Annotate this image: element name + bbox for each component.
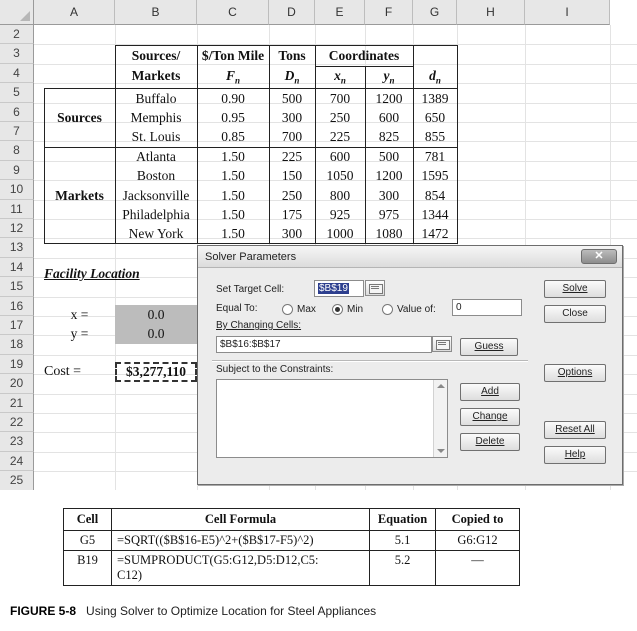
collapse-dialog-icon-2[interactable]	[432, 336, 452, 352]
cost-per-ton-mile-cell[interactable]: 0.90	[221, 90, 245, 106]
select-all-corner[interactable]	[0, 0, 34, 25]
distance-cell[interactable]: 1344	[421, 206, 449, 222]
location-name-cell[interactable]: Philadelphia	[122, 206, 190, 222]
row-header-3[interactable]: 3	[0, 44, 34, 63]
close-button[interactable]	[544, 305, 606, 323]
y-coordinate-cell[interactable]: 1200	[375, 90, 403, 106]
cost-per-ton-mile-cell[interactable]: 0.85	[221, 129, 245, 145]
divider	[212, 360, 528, 361]
header-y-symbol: y	[383, 68, 390, 83]
reset-all-button[interactable]	[544, 421, 606, 439]
column-header-g[interactable]: G	[413, 0, 457, 25]
column-header-h[interactable]: H	[457, 0, 525, 25]
header-y[interactable]	[365, 66, 413, 91]
row-formula-line-2: C12)	[117, 568, 142, 582]
min-radio[interactable]	[332, 304, 343, 315]
row-header-5[interactable]: 5	[0, 83, 34, 102]
column-header-a[interactable]: A	[34, 0, 115, 25]
solve-button[interactable]	[544, 280, 606, 298]
row-header-11[interactable]: 11	[0, 200, 34, 219]
row-header-20[interactable]: 20	[0, 374, 34, 393]
cost-per-ton-mile-cell[interactable]: 1.50	[221, 187, 245, 203]
row-header-23[interactable]: 23	[0, 432, 34, 451]
options-button-label: Options	[557, 367, 593, 378]
y-coordinate-cell[interactable]: 1080	[375, 226, 403, 242]
tons-cell[interactable]: 300	[281, 226, 303, 242]
tons-cell[interactable]: 150	[281, 168, 303, 184]
distance-cell[interactable]: 650	[424, 109, 446, 125]
value-of-radio[interactable]	[382, 304, 393, 315]
tons-cell[interactable]: 175	[281, 206, 303, 222]
location-name-cell[interactable]: Memphis	[130, 109, 182, 125]
target-cell-input[interactable]	[314, 280, 364, 297]
col-header-copied-to: Copied to	[436, 509, 520, 531]
table-row	[64, 531, 520, 551]
row-header-12[interactable]: 12	[0, 219, 34, 238]
distance-cell[interactable]: 855	[424, 129, 446, 145]
max-radio[interactable]	[282, 304, 293, 315]
figure-caption	[10, 604, 376, 618]
close-button-label: Close	[562, 308, 588, 319]
row-header-13[interactable]: 13	[0, 238, 34, 257]
header-x-subscript: n	[340, 75, 346, 86]
tons-cell[interactable]: 300	[281, 109, 303, 125]
cost-per-ton-mile-cell[interactable]: 1.50	[221, 148, 245, 164]
x-coordinate-cell[interactable]: 700	[329, 90, 351, 106]
row-header-8[interactable]: 8	[0, 141, 34, 160]
row-formula	[112, 551, 370, 586]
row-header-25[interactable]: 25	[0, 471, 34, 490]
sources-group-label[interactable]: Sources	[57, 110, 102, 125]
header-sources-markets-2[interactable]: Markets	[131, 68, 181, 83]
table-border	[457, 45, 458, 244]
cost-per-ton-mile-cell[interactable]: 1.50	[221, 168, 245, 184]
row-header-9[interactable]: 9	[0, 161, 34, 180]
x-value-cell[interactable]: 0.0	[147, 307, 165, 322]
location-name-cell[interactable]: Buffalo	[135, 90, 177, 106]
x-coordinate-cell[interactable]: 800	[329, 187, 351, 203]
tons-cell[interactable]: 250	[281, 187, 303, 203]
header-tons-symbol: D	[284, 68, 295, 83]
header-cost-symbol: F	[225, 68, 235, 83]
change-button-label: Change	[472, 411, 508, 422]
header-d-symbol: d	[429, 68, 436, 83]
header-cost-1[interactable]: $/Ton Mile	[201, 48, 265, 63]
set-target-cell-label: Set Target Cell:	[216, 284, 285, 295]
row-header-2[interactable]: 2	[0, 25, 34, 44]
scroll-down-icon[interactable]	[437, 449, 445, 453]
change-button[interactable]	[460, 408, 520, 426]
row-header-14[interactable]: 14	[0, 258, 34, 277]
cost-per-ton-mile-cell[interactable]: 0.95	[221, 109, 245, 125]
col-header-equation: Equation	[370, 509, 436, 531]
header-x-symbol: x	[334, 68, 341, 83]
row-equation: 5.1	[370, 531, 436, 551]
header-coordinates[interactable]: Coordinates	[328, 48, 400, 63]
row-header-21[interactable]: 21	[0, 394, 34, 413]
row-header-10[interactable]: 10	[0, 180, 34, 199]
row-header-4[interactable]: 4	[0, 64, 34, 83]
location-name-cell[interactable]: Atlanta	[136, 148, 176, 164]
guess-button[interactable]	[460, 338, 518, 356]
max-label: Max	[297, 304, 316, 315]
tons-cell[interactable]: 700	[281, 129, 303, 145]
x-coordinate-cell[interactable]: 225	[329, 129, 351, 145]
location-name-cell[interactable]: Boston	[136, 168, 176, 184]
row-header-17[interactable]: 17	[0, 316, 34, 335]
location-name-cell[interactable]: Jacksonville	[122, 187, 190, 203]
row-formula-line-1: =SUMPRODUCT(G5:G12,D5:D12,C5:	[117, 553, 319, 567]
tons-cell[interactable]: 500	[281, 90, 303, 106]
guess-button-label: Guess	[474, 341, 504, 352]
cost-label[interactable]: Cost =	[44, 364, 82, 379]
row-header-24[interactable]: 24	[0, 452, 34, 471]
x-label[interactable]: x =	[70, 307, 89, 322]
y-label[interactable]: y =	[70, 326, 89, 341]
column-header-c[interactable]: C	[197, 0, 269, 25]
delete-button[interactable]	[460, 433, 520, 451]
options-button[interactable]	[544, 364, 606, 382]
header-tons-2[interactable]	[269, 66, 315, 91]
help-button-label: Help	[564, 449, 586, 460]
markets-group-label[interactable]: Markets	[55, 188, 104, 203]
x-coordinate-cell[interactable]: 600	[329, 148, 351, 164]
add-button-label: Add	[481, 386, 499, 397]
close-icon[interactable]: ✕	[581, 249, 617, 264]
delete-button-label: Delete	[475, 436, 505, 447]
equal-to-label: Equal To:	[216, 303, 258, 314]
reset-all-button-label: Reset All	[555, 424, 595, 435]
header-d[interactable]	[413, 66, 457, 91]
dialog-title: Solver Parameters	[205, 251, 297, 263]
row-formula: =SQRT(($B$16-E5)^2+($B$17-F5)^2)	[112, 531, 370, 551]
header-x[interactable]	[315, 66, 365, 91]
row-equation: 5.2	[370, 551, 436, 586]
row-copied-to: —	[436, 551, 520, 586]
figure-number: FIGURE 5-8	[10, 604, 77, 618]
column-header-f[interactable]: F	[365, 0, 413, 25]
row-cell: G5	[64, 531, 112, 551]
header-y-subscript: n	[389, 75, 395, 86]
col-header-cell: Cell	[64, 509, 112, 531]
target-cell-value: $B$19	[319, 283, 348, 294]
col-header-formula: Cell Formula	[112, 509, 370, 531]
collapse-dialog-icon[interactable]	[365, 280, 385, 296]
y-coordinate-cell[interactable]: 600	[378, 109, 400, 125]
header-tons-subscript: n	[294, 75, 300, 86]
column-header-b[interactable]: B	[115, 0, 197, 25]
column-header-d[interactable]: D	[269, 0, 315, 25]
row-header-6[interactable]: 6	[0, 103, 34, 122]
distance-cell[interactable]: 854	[424, 187, 446, 203]
min-label: Min	[347, 304, 364, 315]
constraints-scrollbar[interactable]	[433, 380, 447, 457]
row-header-19[interactable]: 19	[0, 355, 34, 374]
location-name-cell[interactable]: New York	[128, 226, 184, 242]
by-changing-cells-label: By Changing Cells:	[216, 320, 302, 331]
row-header-22[interactable]: 22	[0, 413, 34, 432]
cost-per-ton-mile-cell[interactable]: 1.50	[221, 206, 245, 222]
tons-cell[interactable]: 225	[281, 148, 303, 164]
formula-table	[63, 508, 520, 586]
scroll-up-icon[interactable]	[437, 384, 445, 388]
help-button[interactable]	[544, 446, 606, 464]
header-tons-1[interactable]: Tons	[278, 48, 306, 63]
row-header-7[interactable]: 7	[0, 122, 34, 141]
header-d-subscript: n	[435, 75, 441, 86]
y-coordinate-cell[interactable]: 500	[378, 148, 400, 164]
header-cost-2[interactable]	[197, 66, 269, 91]
figure-caption-text: Using Solver to Optimize Location for Steel Appliances	[86, 604, 377, 618]
dialog-titlebar[interactable]	[198, 246, 622, 268]
cost-per-ton-mile-cell[interactable]: 1.50	[221, 226, 245, 242]
y-value-cell[interactable]: 0.0	[147, 326, 165, 341]
x-coordinate-cell[interactable]: 1000	[326, 226, 354, 242]
x-coordinate-cell[interactable]: 925	[329, 206, 351, 222]
constraints-list[interactable]	[216, 379, 448, 458]
distance-cell[interactable]: 1472	[421, 226, 449, 242]
value-of-input[interactable]: 0	[452, 299, 522, 316]
facility-location-title[interactable]: Facility Location	[44, 266, 140, 281]
distance-cell[interactable]: 1389	[421, 90, 449, 106]
header-cost-subscript: n	[235, 75, 241, 86]
x-coordinate-cell[interactable]: 1050	[326, 168, 354, 184]
table-row	[64, 551, 520, 586]
changing-cells-input[interactable]: $B$16:$B$17	[216, 336, 432, 353]
solver-parameters-dialog	[197, 245, 623, 485]
row-cell: B19	[64, 551, 112, 586]
value-of-label: Value of:	[397, 304, 436, 315]
header-sources-markets-1[interactable]: Sources/	[131, 48, 181, 63]
cost-value-cell[interactable]: $3,277,110	[115, 362, 197, 382]
row-header-15[interactable]: 15	[0, 277, 34, 296]
y-coordinate-cell[interactable]: 300	[378, 187, 400, 203]
x-coordinate-cell[interactable]: 250	[329, 109, 351, 125]
row-header-16[interactable]: 16	[0, 297, 34, 316]
column-header-e[interactable]: E	[315, 0, 365, 25]
y-coordinate-cell[interactable]: 1200	[375, 168, 403, 184]
distance-cell[interactable]: 1595	[421, 168, 449, 184]
y-coordinate-cell[interactable]: 975	[378, 206, 400, 222]
y-coordinate-cell[interactable]: 825	[378, 129, 400, 145]
row-header-18[interactable]: 18	[0, 335, 34, 354]
column-header-i[interactable]: I	[525, 0, 610, 25]
constraints-label: Subject to the Constraints:	[216, 364, 334, 375]
solve-button-label: Solve	[562, 283, 588, 294]
row-copied-to: G6:G12	[436, 531, 520, 551]
add-button[interactable]	[460, 383, 520, 401]
distance-cell[interactable]: 781	[424, 148, 446, 164]
location-name-cell[interactable]: St. Louis	[131, 129, 181, 145]
